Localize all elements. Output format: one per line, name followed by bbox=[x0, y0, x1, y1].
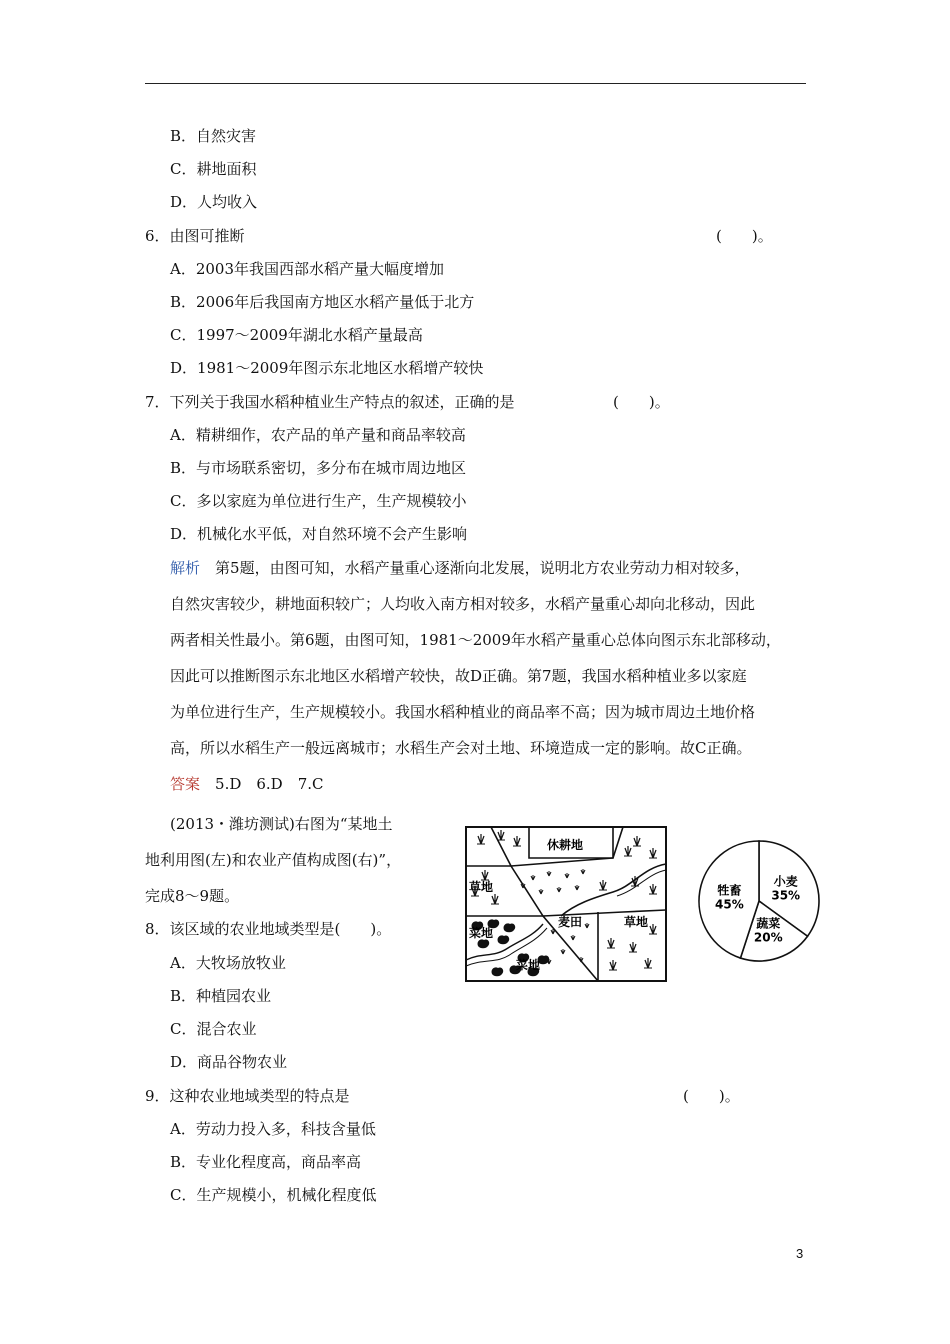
q9-option-b: B．专业化程度高，商品率高 bbox=[170, 1153, 362, 1171]
q5-option-b: B．自然灾害 bbox=[170, 127, 257, 145]
q7-stem: 7．下列关于我国水稻种植业生产特点的叙述，正确的是 bbox=[145, 393, 515, 411]
q8-option-d: D．商品谷物农业 bbox=[170, 1053, 288, 1071]
land-use-map bbox=[466, 827, 666, 981]
label-wheat-field: 麦田 bbox=[558, 915, 583, 929]
pie-category-label: 小麦 bbox=[773, 874, 798, 889]
pie-category-label: 牲畜 bbox=[717, 883, 742, 898]
pie-value-label: 35% bbox=[771, 888, 801, 903]
analysis-label: 解析 bbox=[170, 559, 201, 577]
pie-value-label: 45% bbox=[715, 897, 744, 912]
label-vegetable-left: 菜地 bbox=[469, 926, 494, 940]
q6-option-d: D．1981～2009年图示东北地区水稻增产较快 bbox=[170, 359, 484, 377]
analysis-line-3: 两者相关性最小。第6题，由图可知，1981～2009年水稻产量重心总体向图示东北部移动， bbox=[170, 631, 781, 649]
label-fallow-land: 休耕地 bbox=[547, 838, 584, 852]
intro-line-2: 地利用图(左)和农业产值构成图(右)”， bbox=[145, 851, 402, 869]
analysis-line-6: 高，所以水稻生产一般远离城市；水稻生产会对土地、环境造成一定的影响。故C正确。 bbox=[170, 739, 752, 757]
q6-answer-bracket: ( )。 bbox=[716, 227, 773, 245]
q6-stem: 6．由图可推断 bbox=[145, 227, 245, 245]
q7-option-c: C．多以家庭为单位进行生产，生产规模较小 bbox=[170, 492, 467, 510]
land-use-figure bbox=[463, 824, 833, 986]
answer-label: 答案 bbox=[170, 775, 201, 793]
q6-option-a: A．2003年我国西部水稻产量大幅度增加 bbox=[170, 260, 445, 278]
q6-option-c: C．1997～2009年湖北水稻产量最高 bbox=[170, 326, 423, 344]
q9-answer-bracket: ( )。 bbox=[683, 1087, 740, 1105]
q9-option-c: C．生产规模小，机械化程度低 bbox=[170, 1186, 377, 1204]
q9-stem: 9．这种农业地域类型的特点是 bbox=[145, 1087, 350, 1105]
intro-line-1: (2013・潍坊测试)右图为“某地土 bbox=[170, 815, 393, 833]
q7-option-a: A．精耕细作，农产品的单产量和商品率较高 bbox=[170, 426, 466, 444]
q8-option-c: C．混合农业 bbox=[170, 1020, 257, 1038]
label-vegetable-bottom: 菜地 bbox=[516, 958, 541, 972]
q5-option-d: D．人均收入 bbox=[170, 193, 258, 211]
q5-option-c: C．耕地面积 bbox=[170, 160, 257, 178]
analysis-line-5: 为单位进行生产，生产规模较小。我国水稻种植业的商品率不高；因为城市周边土地价格 bbox=[170, 703, 756, 721]
q7-option-b: B．与市场联系密切，多分布在城市周边地区 bbox=[170, 459, 467, 477]
pie-category-label: 蔬菜 bbox=[756, 916, 781, 931]
q8-option-b: B．种植园农业 bbox=[170, 987, 272, 1005]
q8-stem: 8．该区域的农业地域类型是( )。 bbox=[145, 920, 392, 938]
output-pie-chart bbox=[699, 841, 819, 961]
q7-answer-bracket: ( )。 bbox=[613, 393, 670, 411]
intro-line-3: 完成8～9题。 bbox=[145, 887, 240, 905]
q9-option-a: A．劳动力投入多，科技含量低 bbox=[170, 1120, 376, 1138]
analysis-line-1: 解析 第5题，由图可知，水稻产量重心逐渐向北发展，说明北方农业劳动力相对较多， bbox=[170, 559, 750, 577]
q8-option-a: A．大牧场放牧业 bbox=[170, 954, 286, 972]
q7-option-d: D．机械化水平低，对自然环境不会产生影响 bbox=[170, 525, 468, 543]
header-rule bbox=[145, 83, 806, 84]
pie-value-label: 20% bbox=[753, 930, 783, 945]
q6-option-b: B．2006年后我国南方地区水稻产量低于北方 bbox=[170, 293, 475, 311]
label-grassland-right: 草地 bbox=[624, 915, 649, 929]
analysis-line-2: 自然灾害较少，耕地面积较广；人均收入南方相对较多，水稻产量重心却向北移动，因此 bbox=[170, 595, 756, 613]
analysis-line-4: 因此可以推断图示东北地区水稻增产较快，故D正确。第7题，我国水稻种植业多以家庭 bbox=[170, 667, 747, 685]
label-grassland-left: 草地 bbox=[469, 880, 494, 894]
answer-line bbox=[170, 774, 324, 794]
page-number: 3 bbox=[796, 1246, 804, 1261]
answer-text: 5.D 6.D 7.C bbox=[215, 775, 324, 793]
